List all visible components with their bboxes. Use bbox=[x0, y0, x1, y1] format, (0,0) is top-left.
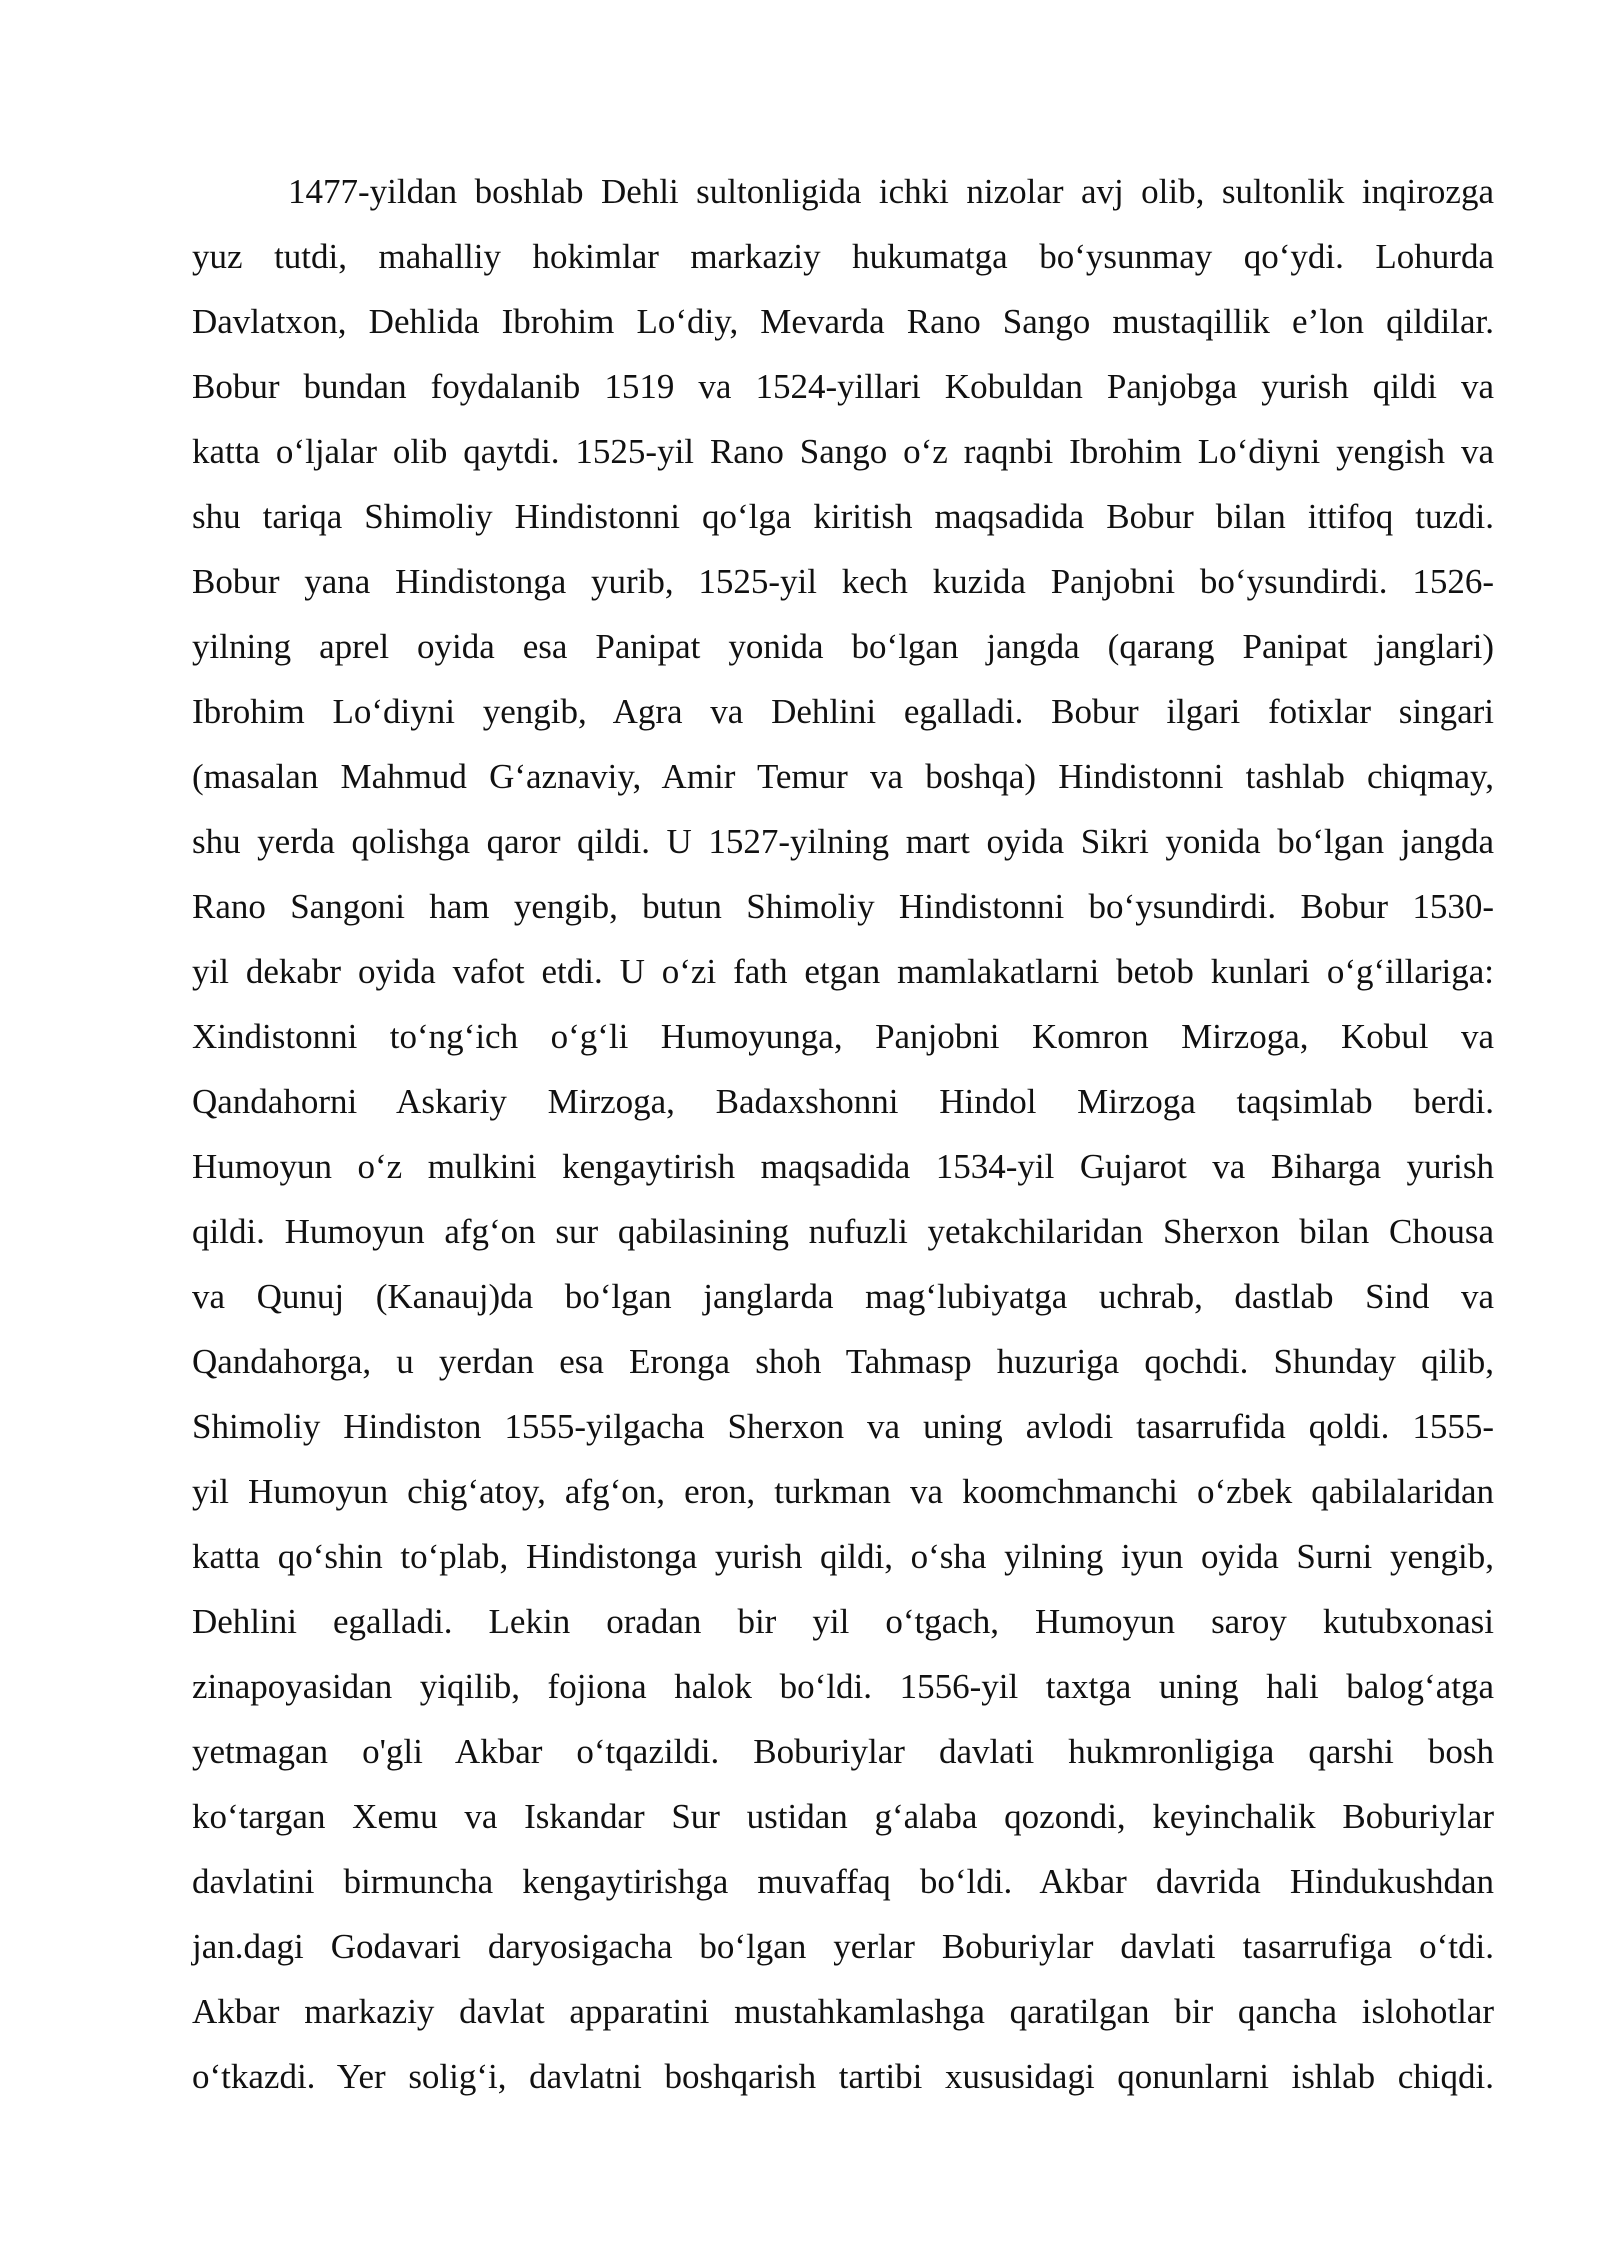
paragraph-line: shu tariqa Shimoliy Hindistonni qo‘lga kiritish maqsadida Bobur bilan ittifoq tuzdi. bbox=[192, 497, 1494, 536]
paragraph-line: katta qo‘shin to‘plab, Hindistonga yurish qildi, o‘sha yilning iyun oyida Surni yengib, bbox=[192, 1537, 1494, 1576]
paragraph-line: Xindistonni to‘ng‘ich o‘g‘li Humoyunga, Panjobni Komron Mirzoga, Kobul va bbox=[192, 1017, 1494, 1056]
paragraph-line: yil Humoyun chig‘atoy, afg‘on, eron, turkman va koomchmanchi o‘zbek qabilalaridan bbox=[192, 1472, 1494, 1511]
paragraph-line: Rano Sangoni ham yengib, butun Shimoliy Hindistonni bo‘ysundirdi. Bobur 1530- bbox=[192, 887, 1494, 926]
paragraph-line: Shimoliy Hindiston 1555-yilgacha Sherxon va uning avlodi tasarrufida qoldi. 1555- bbox=[192, 1407, 1494, 1446]
paragraph-line: ko‘targan Xemu va Iskandar Sur ustidan g‘alaba qozondi, keyinchalik Boburiylar bbox=[192, 1797, 1494, 1836]
paragraph-line: jan.dagi Godavari daryosigacha bo‘lgan yerlar Boburiylar davlati tasarrufiga o‘tdi. bbox=[192, 1927, 1494, 1966]
paragraph-line: yilning aprel oyida esa Panipat yonida bo‘lgan jangda (qarang Panipat janglari) bbox=[192, 627, 1494, 666]
paragraph-line: Bobur bundan foydalanib 1519 va 1524-yillari Kobuldan Panjobga yurish qildi va bbox=[192, 367, 1494, 406]
paragraph-line: o‘tkazdi. Yer solig‘i, davlatni boshqarish tartibi xususidagi qonunlarni ishlab chiqdi. bbox=[192, 2057, 1494, 2096]
paragraph-line: katta o‘ljalar olib qaytdi. 1525-yil Rano Sango o‘z raqnbi Ibrohim Lo‘diyni yengish va bbox=[192, 432, 1494, 471]
paragraph-line: Akbar markaziy davlat apparatini mustahkamlashga qaratilgan bir qancha islohotlar bbox=[192, 1992, 1494, 2031]
paragraph-line: va Qunuj (Kanauj)da bo‘lgan janglarda mag‘lubiyatga uchrab, dastlab Sind va bbox=[192, 1277, 1494, 1316]
paragraph-line: 1477-yildan boshlab Dehli sultonligida ichki nizolar avj olib, sultonlik inqirozga bbox=[288, 172, 1494, 211]
paragraph-line: yil dekabr oyida vafot etdi. U o‘zi fath etgan mamlakatlarni betob kunlari o‘g‘illariga: bbox=[192, 952, 1494, 991]
paragraph-line: Humoyun o‘z mulkini kengaytirish maqsadida 1534-yil Gujarot va Biharga yurish bbox=[192, 1147, 1494, 1186]
body-paragraph bbox=[192, 164, 1494, 2114]
paragraph-line: yuz tutdi, mahalliy hokimlar markaziy hukumatga bo‘ysunmay qo‘ydi. Lohurda bbox=[192, 237, 1494, 276]
paragraph-line: Qandahorni Askariy Mirzoga, Badaxshonni Hindol Mirzoga taqsimlab berdi. bbox=[192, 1082, 1494, 1121]
paragraph-line: Davlatxon, Dehlida Ibrohim Lo‘diy, Mevarda Rano Sango mustaqillik e’lon qildilar. bbox=[192, 302, 1494, 341]
paragraph-line: shu yerda qolishga qaror qildi. U 1527-yilning mart oyida Sikri yonida bo‘lgan jangda bbox=[192, 822, 1494, 861]
paragraph-line: yetmagan o'gli Akbar o‘tqazildi. Boburiylar davlati hukmronligiga qarshi bosh bbox=[192, 1732, 1494, 1771]
paragraph-line: qildi. Humoyun afg‘on sur qabilasining nufuzli yetakchilaridan Sherxon bilan Chousa bbox=[192, 1212, 1494, 1251]
paragraph-line: (masalan Mahmud G‘aznaviy, Amir Temur va boshqa) Hindistonni tashlab chiqmay, bbox=[192, 757, 1494, 796]
paragraph-line: Ibrohim Lo‘diyni yengib, Agra va Dehlini egalladi. Bobur ilgari fotixlar singari bbox=[192, 692, 1494, 731]
paragraph-line: Bobur yana Hindistonga yurib, 1525-yil kech kuzida Panjobni bo‘ysundirdi. 1526- bbox=[192, 562, 1494, 601]
paragraph-line: Qandahorga, u yerdan esa Eronga shoh Tahmasp huzuriga qochdi. Shunday qilib, bbox=[192, 1342, 1494, 1381]
paragraph-line: zinapoyasidan yiqilib, fojiona halok bo‘ldi. 1556-yil taxtga uning hali balog‘atga bbox=[192, 1667, 1494, 1706]
paragraph-line: Dehlini egalladi. Lekin oradan bir yil o‘tgach, Humoyun saroy kutubxonasi bbox=[192, 1602, 1494, 1641]
paragraph-line: davlatini birmuncha kengaytirishga muvaffaq bo‘ldi. Akbar davrida Hindukushdan bbox=[192, 1862, 1494, 1901]
